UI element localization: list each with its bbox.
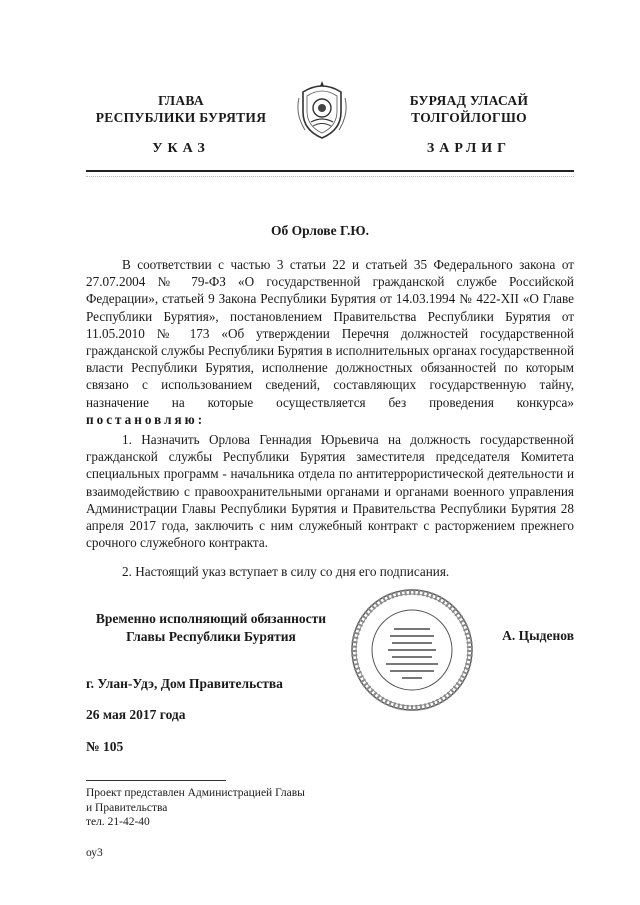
signatory-position-line2: Главы Республики Бурятия <box>126 629 296 644</box>
doc-type-right: ЗАРЛИГ <box>426 141 512 156</box>
header-right-line2: ТОЛГОЙЛОГШО <box>411 110 527 125</box>
header-right-line1: БУРЯАД УЛАСАЙ <box>409 93 529 108</box>
header-dotted-rule <box>86 176 574 177</box>
preamble-paragraph <box>86 256 574 428</box>
document-title: Об Орлове Г.Ю. <box>271 223 369 238</box>
coat-of-arms-emblem <box>293 78 351 142</box>
document-number: № 105 <box>86 739 124 754</box>
header-left-line1: ГЛАВА <box>158 93 204 108</box>
doc-type-left: УКАЗ <box>152 141 210 156</box>
header-right <box>364 92 574 126</box>
place: г. Улан-Удэ, Дом Правительства <box>86 676 283 691</box>
header-left <box>86 92 276 126</box>
date: 26 мая 2017 года <box>86 707 186 722</box>
item-1: 1. Назначить Орлова Геннадия Юрьевича на должность государственной гражданской службы Республики Бурятия заместителя председателя Комитета специальных программ - начальника отдела по антитеррористической деятельности и взаимодействию с правоохранительными органами и органами военного управления Администрации Главы Республики Бурятия и Правительства Республики Бурятия 28 апреля 2017 года, заключить с ним служебный контракт с расторжением прежнего срочного служебного контракта. <box>86 432 574 551</box>
signatory-name: А. Цыденов <box>502 628 574 643</box>
footer-code: оу3 <box>86 847 103 859</box>
item-2: 2. Настоящий указ вступает в силу со дня его подписания. <box>122 564 450 579</box>
footer-line1: Проект представлен Администрацией Главы <box>86 787 305 799</box>
footer-phone: тел. 21-42-40 <box>86 816 150 828</box>
footer-line2: и Правительства <box>86 801 168 814</box>
signatory-position-line1: Временно исполняющий обязанности <box>95 611 327 626</box>
footer-separator <box>86 780 226 781</box>
decree-word: постановляю: <box>86 411 206 427</box>
official-stamp <box>350 588 474 712</box>
header-rule <box>86 170 574 172</box>
footer-note <box>86 786 305 830</box>
signatory-position <box>86 610 336 646</box>
preamble-text: В соответствии с частью 3 статьи 22 и статьей 35 Федерального закона от 27.07.2004 № 79-ФЗ «О государственной гражданской службе Российской Федерации», статьей 9 Закона Республики Бурятия от 14.03.1994 № 422-XII «О Главе Республики Бурятия», постановлением Правительства Республики Бурятия от 11.05.2010 № 173 «Об утверждении Перечня должностей государственной гражданской службы Республики Бурятия в исполнительных органах государственной власти Республики Бурятия, исполнение должностных обязанностей по которым связано с использованием сведений, составляющих государственную тайну, назначение на которые осуществляется без проведения конкурса» <box>86 257 574 410</box>
header-left-line2: РЕСПУБЛИКИ БУРЯТИЯ <box>95 110 267 125</box>
